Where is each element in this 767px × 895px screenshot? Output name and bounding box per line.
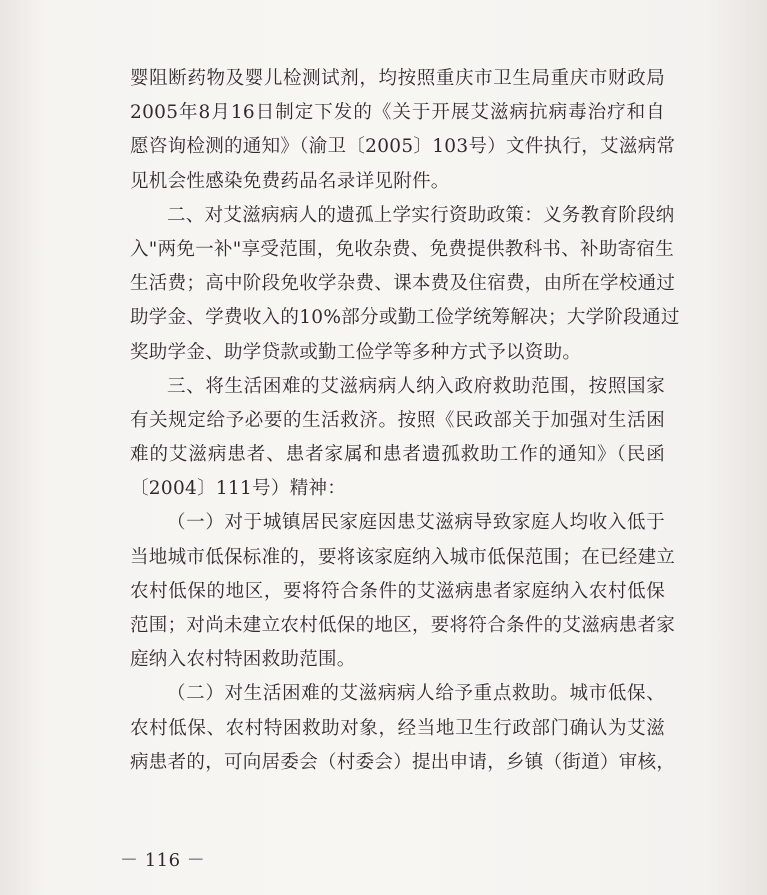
- text-line: 庭纳入农村特困救助范围。: [130, 649, 356, 671]
- text-line: 病患者的，可向居委会（村委会）提出申请，乡镇（街道）审核，: [130, 751, 676, 773]
- text-line: 有关规定给予必要的生活救济。按照《民政部关于加强对生活困: [130, 409, 665, 431]
- document-body: [130, 62, 680, 780]
- page-number: － 116 －: [120, 850, 206, 871]
- text-line: 生活费；高中阶段免收学杂费、课本费及住宿费，由所在学校通过: [130, 273, 676, 295]
- text-line: 见机会性感染免费药品名录详见附件。: [130, 170, 450, 192]
- text-line: 范围；对尚未建立农村低保的地区，要将符合条件的艾滋病患者家: [130, 615, 676, 636]
- text-line: 当地城市低保标准的，要将该家庭纳入城市低保范围；在已经建立: [130, 546, 676, 568]
- text-line: 农村低保的地区，要将符合条件的艾滋病患者家庭纳入农村低保: [130, 580, 665, 602]
- text-line: 农村低保、农村特困救助对象，经当地卫生行政部门确认为艾滋: [130, 717, 665, 739]
- text-line: （一）对于城镇居民家庭因患艾滋病导致家庭人均收入低于: [167, 512, 665, 534]
- text-line: 入"两免一补"享受范围，免收杂费、免费提供教科书、补助寄宿生: [130, 238, 675, 260]
- text-line: 三、将生活困难的艾滋病病人纳入政府救助范围，按照国家: [167, 375, 665, 397]
- text-line: （二）对生活困难的艾滋病病人给予重点救助。城市低保、: [167, 683, 665, 705]
- text-line: 〔2004〕111号）精神：: [130, 478, 347, 500]
- text-line: 二、对艾滋病病人的遗孤上学实行资助政策：义务教育阶段纳: [167, 204, 675, 226]
- text-line: 婴阻断药物及婴儿检测试剂，均按照重庆市卫生局重庆市财政局: [130, 68, 665, 89]
- text-line: 难的艾滋病患者、患者家属和患者遗孤救助工作的通知》（民函: [130, 444, 665, 466]
- text-line: 2005年8月16日制定下发的《关于开展艾滋病抗病毒治疗和自: [130, 102, 665, 124]
- text-line: 助学金、学费收入的10%部分或勤工俭学统筹解决；大学阶段通过: [130, 307, 680, 329]
- text-line: 奖助学金、助学贷款或勤工俭学等多种方式予以资助。: [130, 341, 582, 363]
- text-line: 愿咨询检测的通知》（渝卫〔2005〕103号）文件执行，艾滋病常: [130, 136, 676, 158]
